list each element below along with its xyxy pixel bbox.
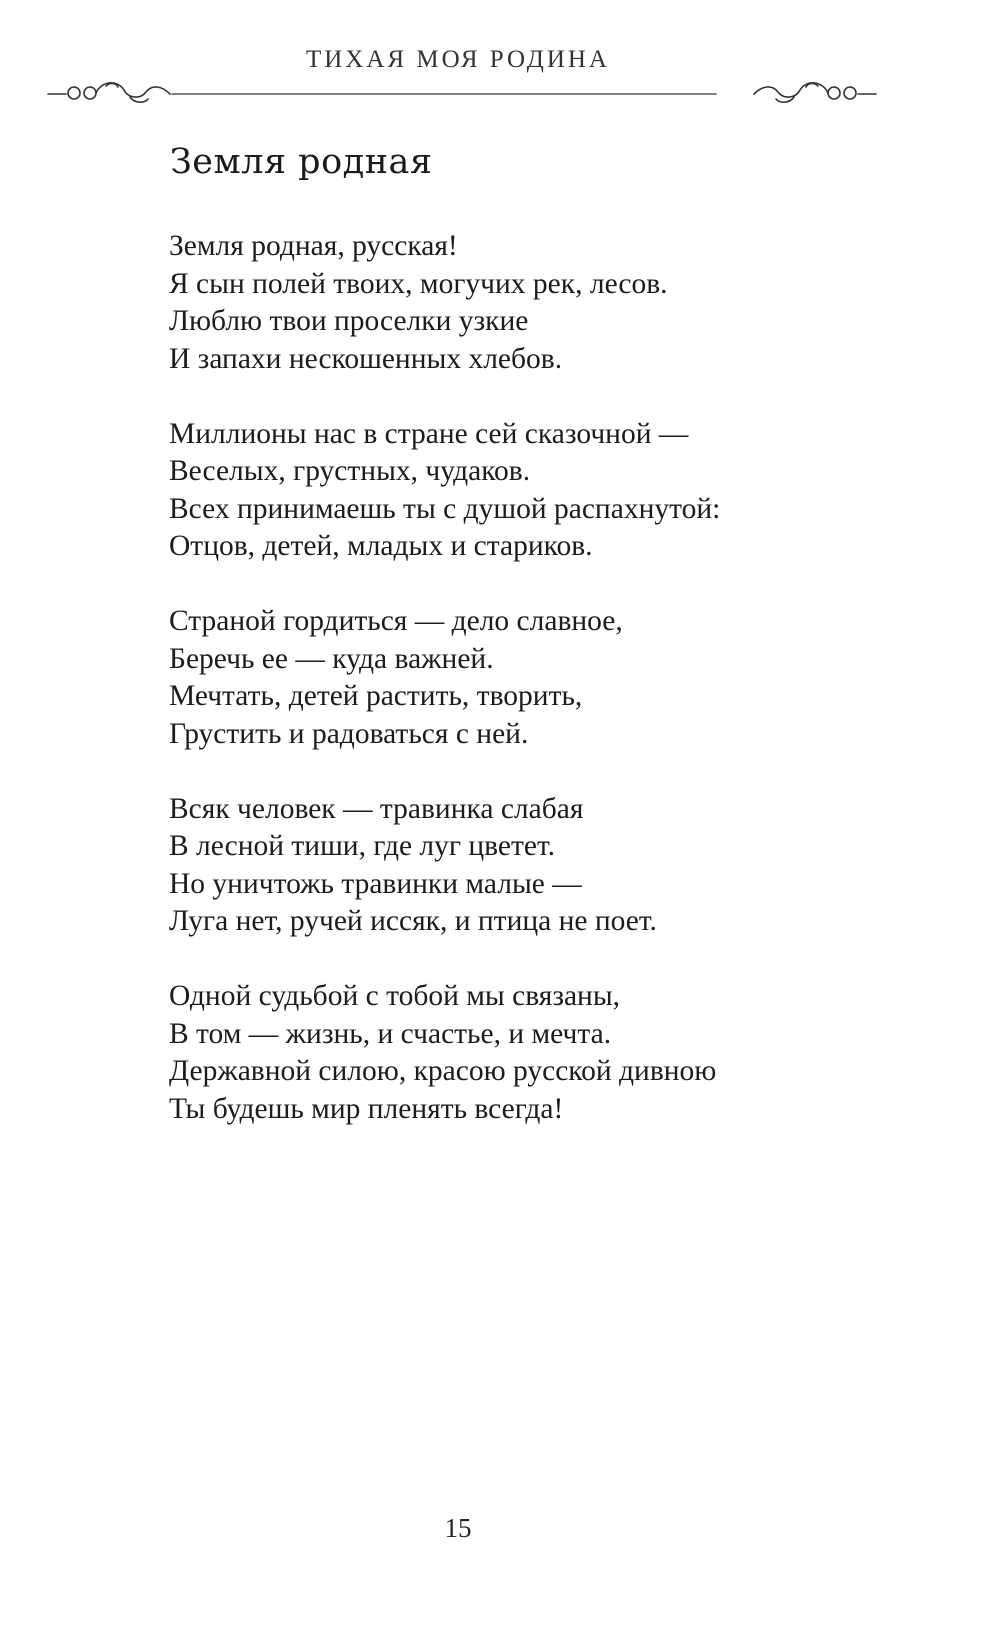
poem-line: Державной силою, красою русской дивною — [169, 1055, 717, 1087]
poem-line: Но уничтожь травинки малые — — [169, 867, 582, 900]
stanza — [169, 416, 929, 566]
poem-line: Всяк человек — травинка слабая — [169, 792, 584, 825]
poem-line: Ты будешь мир пленять всегда! — [169, 1092, 564, 1125]
page-number: 15 — [444, 1513, 472, 1543]
poem-line: Земля родная, русская! — [169, 230, 458, 262]
poem-line: Страной гордиться — дело славное, — [169, 605, 623, 637]
poem-line: Люблю твои проселки узкие — [169, 305, 529, 337]
stanza — [169, 978, 929, 1128]
poem-line: Всех принимаешь ты с душой распахнутой: — [169, 492, 721, 525]
stanza — [169, 791, 929, 941]
poem-line: Луга нет, ручей иссяк, и птица не поет. — [169, 905, 657, 937]
ornament-rule-icon — [44, 74, 880, 114]
poem-line: В лесной тиши, где луг цветет. — [169, 830, 556, 862]
poem-line: Отцов, детей, младых и стариков. — [169, 530, 593, 562]
poem-line: И запахи нескошенных хлебов. — [169, 342, 563, 375]
stanza — [169, 603, 929, 753]
running-head-title: ТИХАЯ МОЯ РОДИНА — [305, 46, 610, 73]
stanza — [169, 228, 929, 378]
poem-title: Земля родная — [170, 142, 433, 182]
poem-body — [169, 228, 929, 1166]
running-head — [0, 40, 1000, 120]
poem-line: В том — жизнь, и счастье, и мечта. — [169, 1017, 612, 1050]
poem-line: Я сын полей твоих, могучих рек, лесов. — [169, 267, 668, 300]
poem-line: Беречь ее — куда важней. — [169, 642, 494, 675]
poem-line: Мечтать, детей растить, творить, — [169, 680, 583, 712]
poem-line: Грустить и радоваться с ней. — [169, 717, 529, 750]
poem-line: Одной судьбой с тобой мы связаны, — [169, 980, 621, 1012]
poem-line: Миллионы нас в стране сей сказочной — — [169, 417, 689, 450]
poem-line: Веселых, грустных, чудаков. — [169, 455, 531, 487]
